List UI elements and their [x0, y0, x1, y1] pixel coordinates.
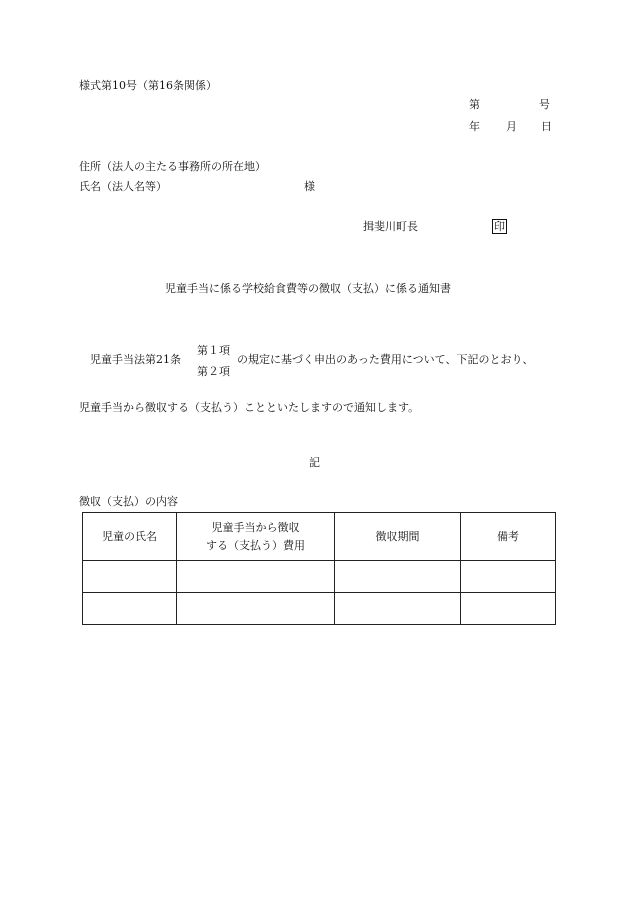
table-header-row — [83, 513, 556, 561]
date-month: 月 — [506, 120, 517, 133]
issuer-title: 揖斐川町長 — [363, 220, 418, 233]
law-reference: 児童手当法第21条 — [90, 353, 181, 366]
cell-cost[interactable] — [177, 593, 335, 625]
section-label: 徴収（支払）の内容 — [79, 495, 178, 508]
header-period: 徴収期間 — [335, 513, 461, 561]
cell-child-name[interactable] — [83, 593, 177, 625]
body-line2: 児童手当から徴収する（支払う）ことといたしますので通知します。 — [79, 401, 420, 414]
cell-period[interactable] — [335, 593, 461, 625]
clause-2: 第２項 — [197, 365, 230, 378]
address-label: 住所（法人の主たる事務所の所在地） — [79, 160, 266, 173]
table-row — [83, 593, 556, 625]
seal-mark — [492, 219, 507, 234]
ki-marker: 記 — [309, 456, 320, 469]
header-cost-line1: 児童手当から徴収 — [211, 520, 300, 534]
doc-number-suffix: 号 — [539, 98, 550, 111]
header-remarks: 備考 — [461, 513, 556, 561]
cell-child-name[interactable] — [83, 561, 177, 593]
body-line1-rest: の規定に基づく申出のあった費用について、下記のとおり、 — [237, 353, 534, 366]
date-year: 年 — [469, 120, 480, 133]
doc-number-prefix: 第 — [469, 98, 480, 111]
cell-period[interactable] — [335, 561, 461, 593]
clause-1: 第１項 — [197, 344, 230, 357]
seal-text: 印 — [494, 220, 505, 233]
header-child-name: 児童の氏名 — [83, 513, 177, 561]
cell-cost[interactable] — [177, 561, 335, 593]
date-day: 日 — [541, 120, 552, 133]
document-title: 児童手当に係る学校給食費等の徴収（支払）に係る通知書 — [165, 282, 451, 295]
name-label: 氏名（法人名等） — [79, 180, 167, 193]
header-cost-line2: する（支払う）費用 — [206, 538, 305, 552]
table-row — [83, 561, 556, 593]
cell-remarks[interactable] — [461, 593, 556, 625]
form-number: 様式第10号（第16条関係） — [79, 79, 217, 92]
header-cost — [177, 513, 335, 561]
honorific: 様 — [304, 180, 315, 193]
cell-remarks[interactable] — [461, 561, 556, 593]
contents-table — [82, 512, 556, 625]
